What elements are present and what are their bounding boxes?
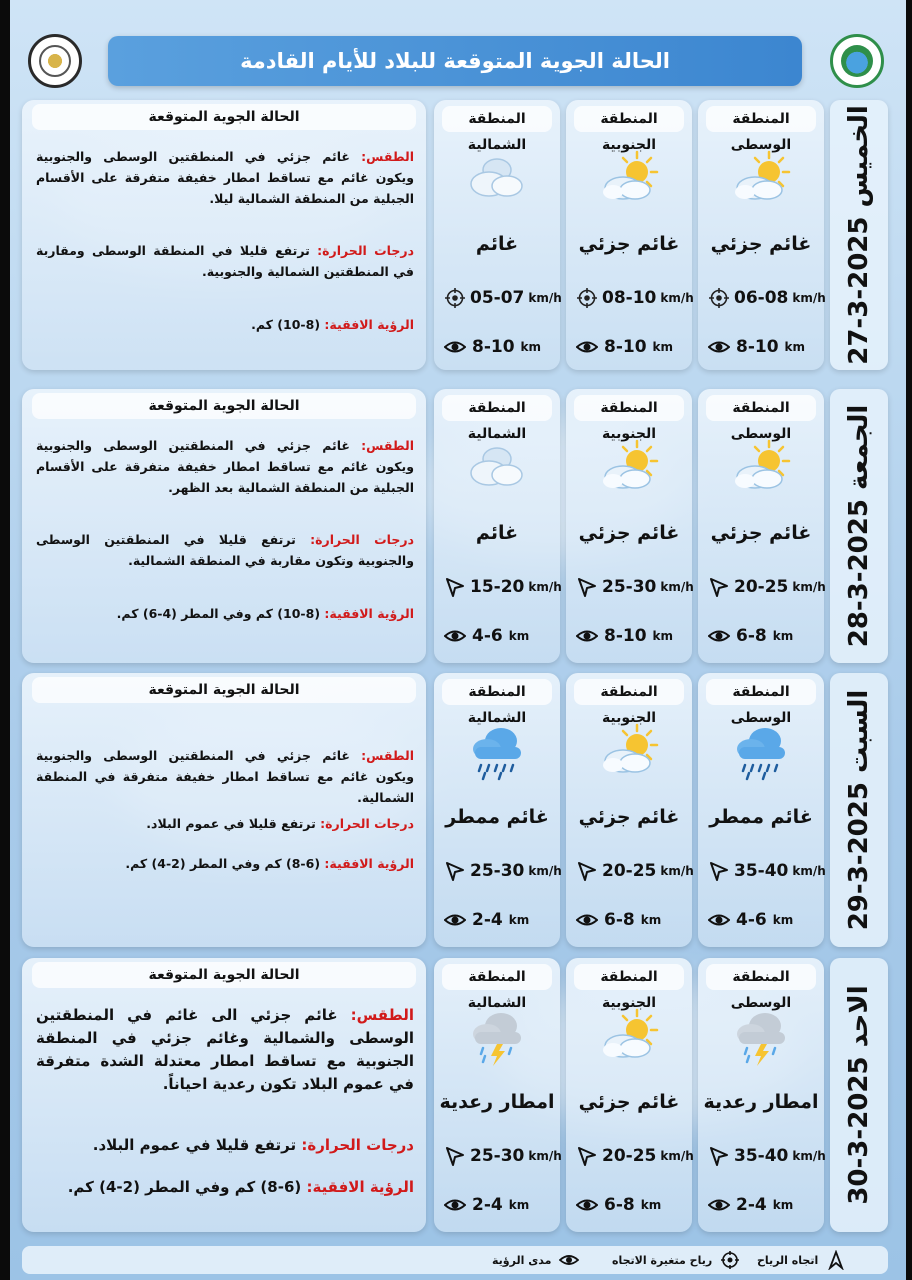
wind-speed-unit: km/h: [792, 864, 826, 878]
wind-speed-value: 25-30: [470, 861, 525, 881]
partly-cloudy-icon: [731, 437, 791, 497]
weather-label: الطقس:: [361, 748, 414, 763]
rain-cloud-icon: [467, 721, 527, 781]
day-date: الجمعة 2025-3-28: [844, 404, 874, 648]
variable-wind-icon: [444, 287, 466, 309]
visibility: [576, 335, 686, 359]
wind-speed: [576, 859, 694, 883]
temperature-label: درجات الحرارة:: [317, 243, 414, 258]
visibility-unit: km: [520, 340, 542, 354]
visibility-label: الرؤية الافقية:: [324, 606, 414, 621]
wind-speed-value: 20-25: [602, 861, 657, 881]
region-name: المنطقة الوسطى: [706, 395, 816, 421]
thunderstorm-icon: [467, 1006, 527, 1066]
wind-speed-unit: km/h: [792, 1149, 826, 1163]
eye-icon: [576, 909, 598, 931]
eye-icon: [444, 1194, 466, 1216]
day-date: الخميس 2025-3-27: [844, 105, 874, 365]
wind-speed-unit: km/h: [528, 580, 562, 594]
page-title: الحالة الجوية المتوقعة للبلاد للأيام القادمة: [240, 49, 670, 73]
weather-text: غائم جزئي في المنطقتين الوسطى والجنوبية ويكون غائم مع تساقط امطار خفيفة متفرقة في المنطقة الشمالية.: [36, 748, 414, 805]
region-name: المنطقة الجنوبية: [574, 106, 684, 132]
condition-label: غائم جزئي: [578, 806, 680, 828]
visibility-unit: km: [508, 913, 530, 927]
wind-speed: [576, 575, 694, 599]
region-card: [698, 100, 824, 370]
visibility-value: 6-8: [604, 910, 635, 930]
visibility: [576, 908, 686, 932]
weather-paragraph: [36, 146, 414, 209]
eye-icon: [708, 336, 730, 358]
visibility-unit: km: [640, 1198, 662, 1212]
region-card: [698, 958, 824, 1232]
partly-cloudy-icon: [599, 1006, 659, 1066]
wind-speed-value: 25-30: [470, 1146, 525, 1166]
temperature-paragraph: [36, 240, 414, 282]
variable-wind-icon: [576, 287, 598, 309]
description-header: الحالة الجوية المتوقعة: [32, 104, 416, 130]
region-name: المنطقة الوسطى: [706, 679, 816, 705]
visibility-unit: km: [772, 913, 794, 927]
visibility-value: 4-6: [472, 626, 503, 646]
visibility: [708, 1193, 818, 1217]
wind-speed-value: 25-30: [602, 577, 657, 597]
wind-speed-value: 08-10: [602, 288, 657, 308]
region-card: [698, 673, 824, 947]
region-card: [566, 389, 692, 663]
eye-icon: [708, 1194, 730, 1216]
region-card: [566, 958, 692, 1232]
visibility-unit: km: [784, 340, 806, 354]
visibility: [444, 1193, 554, 1217]
visibility-value: 2-4: [736, 1195, 767, 1215]
day-date: الاحد 2025-3-30: [844, 985, 874, 1205]
visibility-value: 8-10: [604, 626, 647, 646]
visibility-value: 8-10: [472, 337, 515, 357]
wind-speed-unit: km/h: [660, 291, 694, 305]
day-date-label: [830, 389, 888, 663]
visibility-unit: km: [652, 340, 674, 354]
wind-speed: [444, 1144, 562, 1168]
temperature-text: ترتفع قليلا في المنطقة الوسطى ومقاربة في المنطقتين الشمالية والجنوبية.: [36, 243, 414, 279]
legend-variable-wind: رياح متغيرة الاتجاه: [612, 1250, 740, 1270]
visibility: [444, 624, 554, 648]
visibility-label: الرؤية الافقية:: [324, 317, 414, 332]
temperature-paragraph: [36, 813, 414, 834]
region-name: المنطقة الشمالية: [442, 679, 552, 705]
cloudy-icon: [467, 148, 527, 208]
wind-speed: [576, 286, 694, 310]
visibility-unit: km: [508, 1198, 530, 1212]
wind-speed-value: 05-07: [470, 288, 525, 308]
variable-wind-icon: [708, 287, 730, 309]
wind-speed: [444, 859, 562, 883]
description-header: الحالة الجوية المتوقعة: [32, 393, 416, 419]
condition-label: امطار رعدية: [703, 1091, 819, 1113]
visibility-label: الرؤية الافقية:: [324, 856, 414, 871]
rain-cloud-icon: [731, 721, 791, 781]
wind-speed-value: 35-40: [734, 1146, 789, 1166]
description-header: الحالة الجوية المتوقعة: [32, 677, 416, 703]
visibility-unit: km: [640, 913, 662, 927]
eye-icon: [708, 625, 730, 647]
wind-speed: [576, 1144, 694, 1168]
temperature-text: ترتفع قليلا في عموم البلاد.: [92, 1136, 297, 1154]
weather-text: غائم جزئي في المنطقتين الوسطى والجنوبية ويكون غائم مع تساقط امطار خفيفة متفرقة على الأقسام الجبلية من المنطقة الشمالية بعد الظهر.: [36, 438, 414, 495]
visibility-text: (8-10) كم.: [251, 317, 321, 332]
region-card: [566, 673, 692, 947]
condition-label: غائم جزئي: [578, 1091, 680, 1113]
wind-speed-value: 06-08: [734, 288, 789, 308]
condition-label: امطار رعدية: [439, 1091, 555, 1113]
wind-speed: [444, 575, 562, 599]
partly-cloudy-icon: [599, 148, 659, 208]
region-name: المنطقة الجنوبية: [574, 395, 684, 421]
visibility-unit: km: [772, 1198, 794, 1212]
visibility-unit: km: [772, 629, 794, 643]
wind-direction-icon: [576, 860, 598, 882]
wind-speed-unit: km/h: [660, 1149, 694, 1163]
wind-speed: [444, 286, 562, 310]
temperature-label: درجات الحرارة:: [320, 816, 414, 831]
visibility-value: 8-10: [604, 337, 647, 357]
description-header: الحالة الجوية المتوقعة: [32, 962, 416, 988]
wind-speed: [708, 575, 826, 599]
wind-speed: [708, 1144, 826, 1168]
temperature-label: درجات الحرارة:: [310, 532, 414, 547]
temperature-label: درجات الحرارة:: [301, 1136, 414, 1154]
partly-cloudy-icon: [599, 721, 659, 781]
condition-label: غائم: [475, 522, 519, 544]
visibility-value: 8-10: [736, 337, 779, 357]
visibility: [576, 624, 686, 648]
wind-direction-icon: [444, 576, 466, 598]
wind-direction-icon: [708, 860, 730, 882]
wind-speed-unit: km/h: [528, 1149, 562, 1163]
region-card: [434, 673, 560, 947]
wind-speed-unit: km/h: [792, 580, 826, 594]
condition-label: غائم ممطر: [445, 806, 549, 828]
visibility-value: 2-4: [472, 1195, 503, 1215]
day-date-label: [830, 100, 888, 370]
visibility-label: الرؤية الافقية:: [306, 1178, 414, 1196]
wind-direction-icon: [708, 576, 730, 598]
meteorology-logo-right: [830, 34, 884, 88]
region-card: [566, 100, 692, 370]
eye-legend-icon: [559, 1250, 579, 1270]
weather-label: الطقس:: [361, 438, 414, 453]
eye-icon: [576, 1194, 598, 1216]
region-card: [698, 389, 824, 663]
weather-paragraph: [36, 435, 414, 498]
partly-cloudy-icon: [599, 437, 659, 497]
condition-label: غائم: [475, 233, 519, 255]
forecast-description: [22, 673, 426, 947]
forecast-description: [22, 389, 426, 663]
wind-direction-icon: [576, 576, 598, 598]
weather-paragraph: [36, 1004, 414, 1096]
region-card: [434, 958, 560, 1232]
forecast-description: [22, 100, 426, 370]
condition-label: غائم جزئي: [710, 522, 812, 544]
region-name: المنطقة الوسطى: [706, 106, 816, 132]
weather-label: الطقس:: [350, 1006, 414, 1024]
wind-speed-unit: km/h: [528, 291, 562, 305]
legend-visibility: مدى الرؤية: [492, 1250, 579, 1270]
weather-text: غائم جزئي في المنطقتين الوسطى والجنوبية ويكون غائم مع تساقط امطار خفيفة متفرقة على الأقسام الجبلية من المنطقة الشمالية ليلا.: [36, 149, 414, 206]
weather-paragraph: [36, 745, 414, 808]
temperature-paragraph: [36, 529, 414, 571]
weather-text: غائم جزئي الى غائم في المنطقتين الوسطى والشمالية وغائم جزئي في المنطقة الجنوبية مع تساقط امطار معتدلة الشدة متفرقة في عموم البلاد تكون رعدية احياناً.: [36, 1006, 414, 1093]
wind-direction-icon: [576, 1145, 598, 1167]
visibility-unit: km: [508, 629, 530, 643]
page-title-bar: [108, 36, 802, 86]
condition-label: غائم جزئي: [710, 233, 812, 255]
visibility: [708, 335, 818, 359]
eye-icon: [708, 909, 730, 931]
forecast-description: [22, 958, 426, 1232]
visibility-unit: km: [652, 629, 674, 643]
wind-direction-icon: [444, 860, 466, 882]
visibility-value: 6-8: [604, 1195, 635, 1215]
visibility-paragraph: [36, 314, 414, 335]
visibility: [444, 908, 554, 932]
visibility-text: (6-8) كم وفي المطر (2-4) كم.: [125, 856, 321, 871]
wind-speed-value: 15-20: [470, 577, 525, 597]
eye-icon: [444, 625, 466, 647]
wind-speed-unit: km/h: [792, 291, 826, 305]
wind-direction-legend-icon: [826, 1250, 846, 1270]
region-name: المنطقة الجنوبية: [574, 679, 684, 705]
visibility-paragraph: [36, 1176, 414, 1199]
wind-speed-unit: km/h: [528, 864, 562, 878]
wind-speed-value: 20-25: [734, 577, 789, 597]
day-date-label: [830, 673, 888, 947]
eye-icon: [576, 336, 598, 358]
wind-speed-unit: km/h: [660, 864, 694, 878]
visibility-paragraph: [36, 853, 414, 874]
wind-speed: [708, 286, 826, 310]
visibility-text: (6-8) كم وفي المطر (2-4) كم.: [67, 1178, 302, 1196]
variable-wind-legend-icon: [720, 1250, 740, 1270]
condition-label: غائم جزئي: [578, 233, 680, 255]
condition-label: غائم جزئي: [578, 522, 680, 544]
wind-speed: [708, 859, 826, 883]
weather-label: الطقس:: [361, 149, 414, 164]
thunderstorm-icon: [731, 1006, 791, 1066]
region-name: المنطقة الوسطى: [706, 964, 816, 990]
day-date: السبت 2025-3-29: [844, 689, 874, 931]
region-name: المنطقة الشمالية: [442, 395, 552, 421]
condition-label: غائم ممطر: [709, 806, 813, 828]
day-date-label: [830, 958, 888, 1232]
visibility: [576, 1193, 686, 1217]
visibility-value: 4-6: [736, 910, 767, 930]
wind-direction-icon: [708, 1145, 730, 1167]
region-card: [434, 100, 560, 370]
wind-speed-value: 20-25: [602, 1146, 657, 1166]
region-card: [434, 389, 560, 663]
eye-icon: [444, 909, 466, 931]
region-name: المنطقة الشمالية: [442, 964, 552, 990]
temperature-paragraph: [36, 1134, 414, 1157]
visibility: [444, 335, 554, 359]
legend-wind-direction: اتجاه الرياح: [757, 1250, 846, 1270]
temperature-text: ترتفع قليلا في عموم البلاد.: [146, 816, 316, 831]
visibility: [708, 624, 818, 648]
region-name: المنطقة الشمالية: [442, 106, 552, 132]
region-name: المنطقة الجنوبية: [574, 964, 684, 990]
legend-bar: [22, 1246, 888, 1274]
visibility-value: 6-8: [736, 626, 767, 646]
wind-speed-value: 35-40: [734, 861, 789, 881]
visibility-text: (8-10) كم وفي المطر (4-6) كم.: [116, 606, 321, 621]
eye-icon: [576, 625, 598, 647]
temperature-text: ترتفع قليلا في المنطقتين الوسطى والجنوبية وتكون مقاربة في المنطقة الشمالية.: [36, 532, 414, 568]
wind-speed-unit: km/h: [660, 580, 694, 594]
visibility-value: 2-4: [472, 910, 503, 930]
visibility: [708, 908, 818, 932]
wind-direction-icon: [444, 1145, 466, 1167]
visibility-paragraph: [36, 603, 414, 624]
cloudy-icon: [467, 437, 527, 497]
meteorology-logo-left: [28, 34, 82, 88]
partly-cloudy-icon: [731, 148, 791, 208]
eye-icon: [444, 336, 466, 358]
